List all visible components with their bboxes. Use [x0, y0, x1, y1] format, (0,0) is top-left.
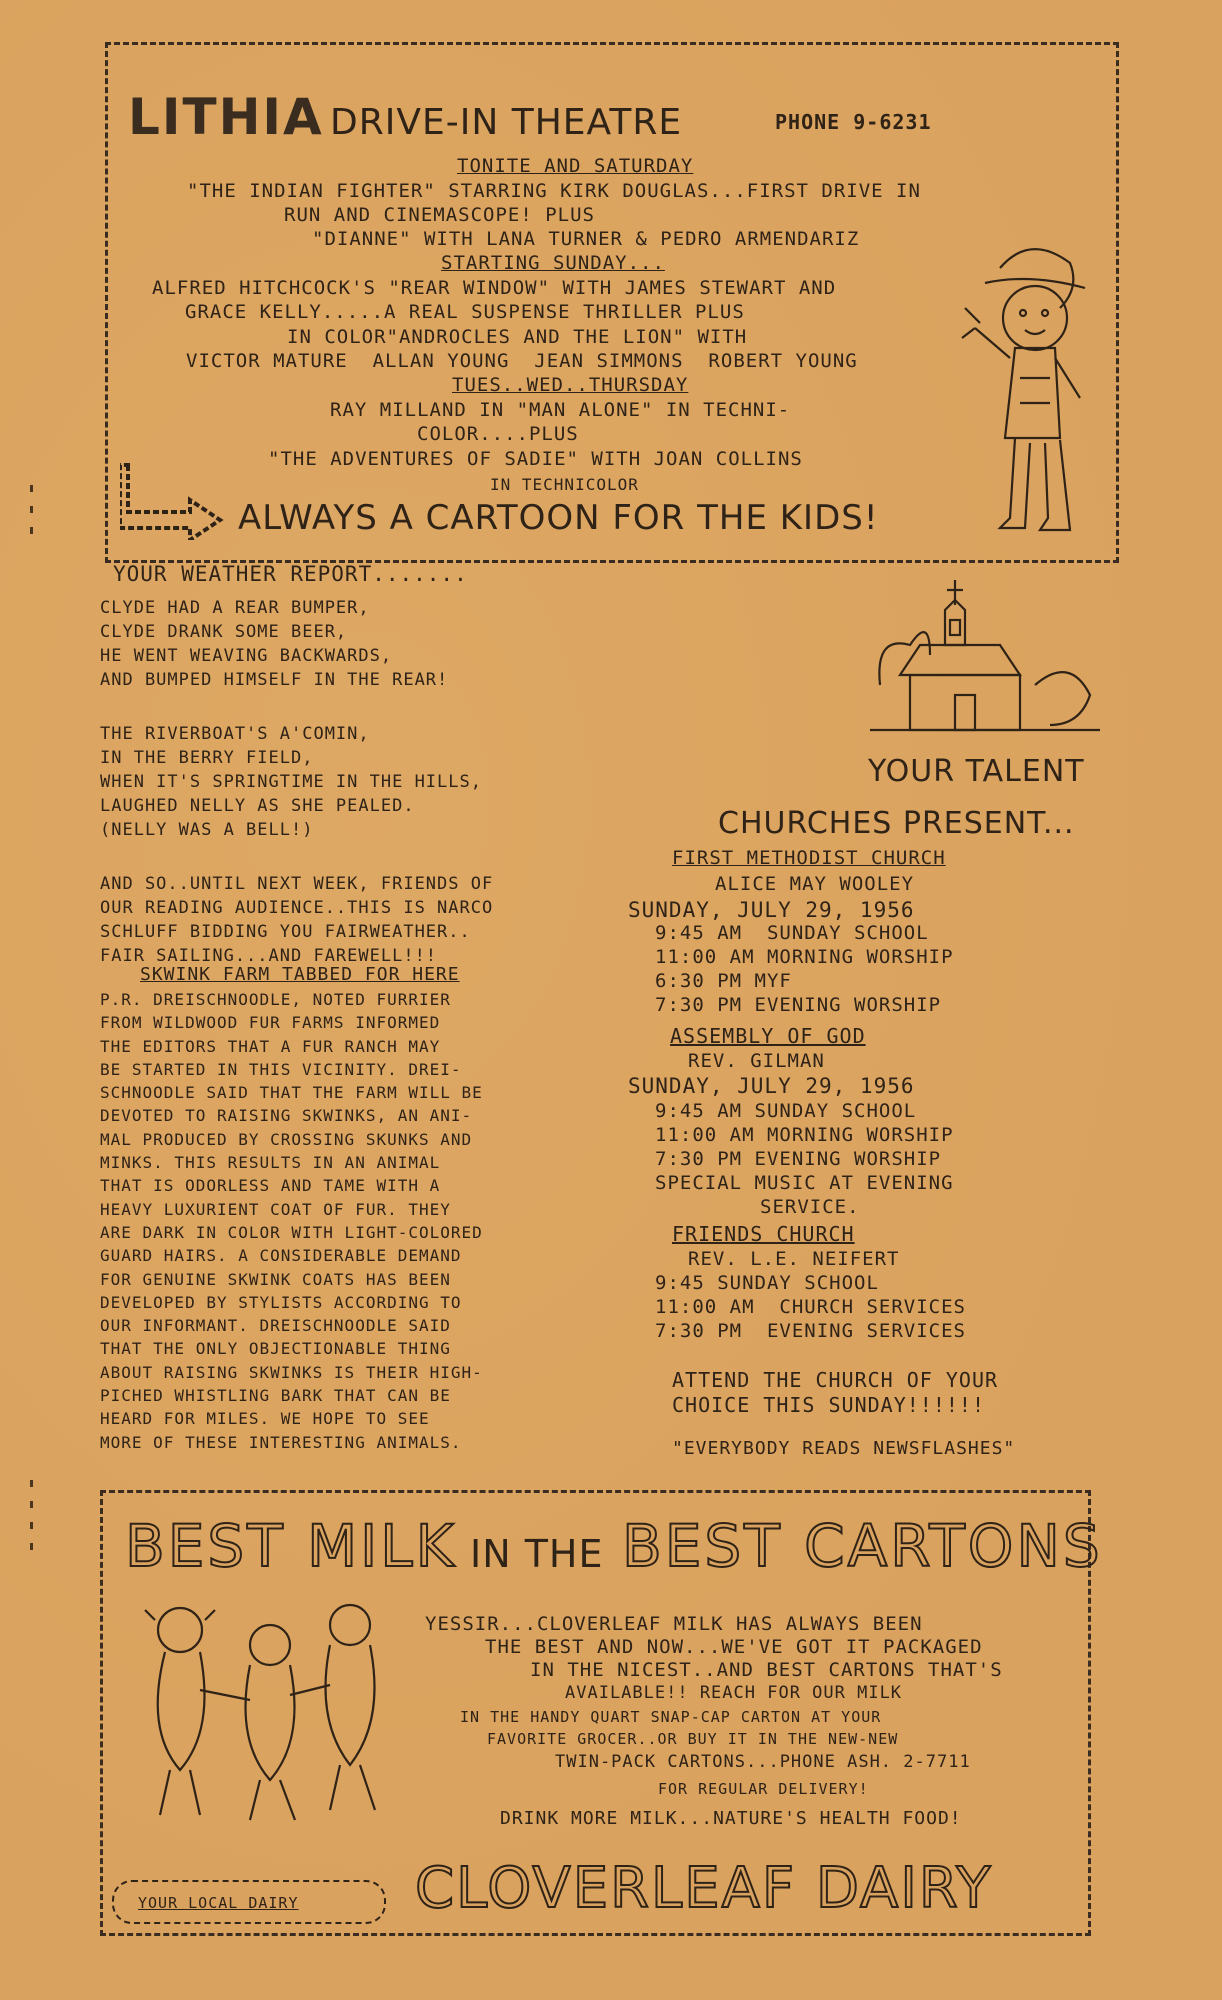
theatre-line: STARTING SUNDAY...	[441, 252, 665, 274]
punch-marks	[30, 485, 34, 548]
skwink-article	[100, 990, 483, 1456]
theatre-line: RAY MILLAND IN "MAN ALONE" IN TECHNI-	[330, 399, 791, 421]
friends-service: 9:45 SUNDAY SCHOOL	[655, 1272, 879, 1294]
weather-line: OUR READING AUDIENCE..THIS IS NARCO	[100, 898, 494, 918]
methodist-pastor: ALICE MAY WOOLEY	[715, 873, 915, 895]
dancing-cows-illustration	[125, 1590, 425, 1830]
skwink-line: BE STARTED IN THIS VICINITY. DREI-	[100, 1059, 462, 1079]
milk-line: AVAILABLE!! REACH FOR OUR MILK	[565, 1683, 903, 1703]
skwink-line: PICHED WHISTLING BARK THAT CAN BE	[100, 1386, 451, 1406]
theatre-line: IN COLOR"ANDROCLES AND THE LION" WITH	[287, 326, 748, 348]
milk-line: THE BEST AND NOW...WE'VE GOT IT PACKAGED	[485, 1636, 983, 1658]
skwink-line: THE EDITORS THAT A FUR RANCH MAY	[100, 1036, 441, 1056]
assembly-service: 9:45 AM SUNDAY SCHOOL	[655, 1100, 917, 1122]
skwink-line: DEVOTED TO RAISING SKWINKS, AN ANI-	[100, 1106, 473, 1126]
milk-line: YESSIR...CLOVERLEAF MILK HAS ALWAYS BEEN	[425, 1613, 923, 1635]
theatre-line: "THE ADVENTURES OF SADIE" WITH JOAN COLLINS	[268, 448, 803, 470]
arrow-icon	[120, 460, 230, 540]
weather-line: THE RIVERBOAT'S A'COMIN,	[100, 724, 370, 744]
skwink-line: THAT THE ONLY OBJECTIONABLE THING	[100, 1339, 451, 1359]
methodist-date: SUNDAY, JULY 29, 1956	[628, 898, 915, 922]
punch-marks	[30, 1480, 34, 1564]
skwink-line: MAL PRODUCED BY CROSSING SKUNKS AND	[100, 1129, 473, 1149]
weather-line: AND SO..UNTIL NEXT WEEK, FRIENDS OF	[100, 874, 494, 894]
weather-line: FAIR SAILING...AND FAREWELL!!!	[100, 946, 438, 966]
methodist-name: FIRST METHODIST CHURCH	[672, 847, 946, 869]
milk-headline-best: BEST MILK	[125, 1512, 457, 1580]
local-dairy-label: YOUR LOCAL DAIRY	[138, 1894, 299, 1912]
friends-service: 7:30 PM EVENING SERVICES	[655, 1320, 966, 1342]
theatre-line: VICTOR MATURE ALLAN YOUNG JEAN SIMMONS ROBERT YOUNG	[186, 350, 858, 372]
skwink-line: MINKS. THIS RESULTS IN AN ANIMAL	[100, 1153, 441, 1173]
methodist-service: 6:30 PM MYF	[655, 970, 792, 992]
skwink-line: MORE OF THESE INTERESTING ANIMALS.	[100, 1432, 462, 1452]
milk-line: FAVORITE GROCER..OR BUY IT IN THE NEW-NEW	[487, 1730, 899, 1748]
theatre-line: ALFRED HITCHCOCK'S "REAR WINDOW" WITH JAMES STEWART AND	[152, 277, 837, 299]
weather-line: CLYDE DRANK SOME BEER,	[100, 622, 348, 642]
weather-line: HE WENT WEAVING BACKWARDS,	[100, 646, 393, 666]
weather-line: LAUGHED NELLY AS SHE PEALED.	[100, 796, 415, 816]
milk-headline-in-the: IN THE	[470, 1532, 604, 1576]
milk-line: DRINK MORE MILK...NATURE'S HEALTH FOOD!	[500, 1808, 962, 1829]
skwink-line: HEARD FOR MILES. WE HOPE TO SEE	[100, 1409, 430, 1429]
churches-title-1: YOUR TALENT	[868, 754, 1085, 789]
milk-line: FOR REGULAR DELIVERY!	[658, 1780, 869, 1798]
cowboy-kid-illustration	[960, 228, 1100, 548]
friends-pastor: REV. L.E. NEIFERT	[688, 1248, 900, 1270]
skwink-line: P.R. DREISCHNOODLE, NOTED FURRIER	[100, 990, 451, 1009]
theatre-line: IN TECHNICOLOR	[490, 475, 639, 494]
methodist-service: 7:30 PM EVENING WORSHIP	[655, 994, 942, 1016]
theatre-line: "THE INDIAN FIGHTER" STARRING KIRK DOUGLAS...FIRST DRIVE IN	[187, 180, 921, 202]
methodist-service: 9:45 AM SUNDAY SCHOOL	[655, 922, 929, 944]
assembly-service: 7:30 PM EVENING WORSHIP	[655, 1148, 942, 1170]
methodist-service: 11:00 AM MORNING WORSHIP	[655, 946, 954, 968]
theatre-brand: LITHIA	[128, 88, 324, 146]
weather-poems	[100, 598, 493, 970]
weather-line: AND BUMPED HIMSELF IN THE REAR!	[100, 670, 449, 690]
church-illustration	[870, 575, 1100, 755]
milk-line: IN THE NICEST..AND BEST CARTONS THAT'S	[530, 1659, 1003, 1681]
skwink-heading: SKWINK FARM TABBED FOR HERE	[140, 964, 460, 985]
assembly-name: ASSEMBLY OF GOD	[670, 1024, 866, 1048]
skwink-line: ABOUT RAISING SKWINKS IS THEIR HIGH-	[100, 1362, 483, 1382]
theatre-line: TUES..WED..THURSDAY	[452, 374, 689, 396]
newsflashes-slogan: "EVERYBODY READS NEWSFLASHES"	[672, 1438, 1016, 1459]
skwink-line: SCHNOODLE SAID THAT THE FARM WILL BE	[100, 1083, 483, 1103]
attend-line: ATTEND THE CHURCH OF YOUR	[672, 1368, 999, 1392]
attend-line: CHOICE THIS SUNDAY!!!!!!	[672, 1393, 985, 1417]
milk-headline-cartons: BEST CARTONS	[622, 1512, 1103, 1580]
theatre-line: COLOR....PLUS	[417, 423, 579, 445]
assembly-service: SPECIAL MUSIC AT EVENING	[655, 1172, 954, 1194]
assembly-service: SERVICE.	[760, 1196, 860, 1218]
weather-line: WHEN IT'S SPRINGTIME IN THE HILLS,	[100, 772, 482, 792]
assembly-service: 11:00 AM MORNING WORSHIP	[655, 1124, 954, 1146]
skwink-line: FOR GENUINE SKWINK COATS HAS BEEN	[100, 1269, 451, 1289]
assembly-date: SUNDAY, JULY 29, 1956	[628, 1074, 915, 1098]
friends-name: FRIENDS CHURCH	[672, 1222, 855, 1246]
churches-title-2: CHURCHES PRESENT...	[718, 806, 1075, 841]
theatre-title: DRIVE-IN THEATRE	[330, 102, 683, 143]
weather-heading: YOUR WEATHER REPORT.......	[113, 562, 468, 586]
milk-line: TWIN-PACK CARTONS...PHONE ASH. 2-7711	[555, 1752, 971, 1772]
cloverleaf-dairy-brand: CLOVERLEAF DAIRY	[415, 1856, 993, 1921]
theatre-line: GRACE KELLY.....A REAL SUSPENSE THRILLER PLUS	[185, 301, 745, 323]
skwink-line: HEAVY LUXURIENT COAT OF FUR. THEY	[100, 1199, 451, 1219]
skwink-line: DEVELOPED BY STYLISTS ACCORDING TO	[100, 1292, 462, 1312]
theatre-line: RUN AND CINEMASCOPE! PLUS	[284, 204, 595, 226]
theatre-line: "DIANNE" WITH LANA TURNER & PEDRO ARMENDARIZ	[312, 228, 860, 250]
skwink-line: THAT IS ODORLESS AND TAME WITH A	[100, 1176, 441, 1196]
weather-line: CLYDE HAD A REAR BUMPER,	[100, 598, 370, 618]
skwink-line: GUARD HAIRS. A CONSIDERABLE DEMAND	[100, 1246, 462, 1266]
skwink-line: ARE DARK IN COLOR WITH LIGHT-COLORED	[100, 1222, 483, 1242]
skwink-line: OUR INFORMANT. DREISCHNOODLE SAID	[100, 1316, 451, 1336]
cartoon-line: ALWAYS A CARTOON FOR THE KIDS!	[238, 498, 879, 538]
local-dairy-cloud	[112, 1880, 386, 1924]
weather-line: (NELLY WAS A BELL!)	[100, 820, 314, 840]
weather-line: IN THE BERRY FIELD,	[100, 748, 314, 768]
assembly-pastor: REV. GILMAN	[688, 1050, 825, 1072]
skwink-line: FROM WILDWOOD FUR FARMS INFORMED	[100, 1013, 441, 1033]
friends-service: 11:00 AM CHURCH SERVICES	[655, 1296, 966, 1318]
theatre-phone: PHONE 9-6231	[775, 110, 932, 134]
milk-line: IN THE HANDY QUART SNAP-CAP CARTON AT YOUR	[460, 1708, 882, 1726]
theatre-line: TONITE AND SATURDAY	[457, 155, 694, 177]
weather-line: SCHLUFF BIDDING YOU FAIRWEATHER..	[100, 922, 471, 942]
